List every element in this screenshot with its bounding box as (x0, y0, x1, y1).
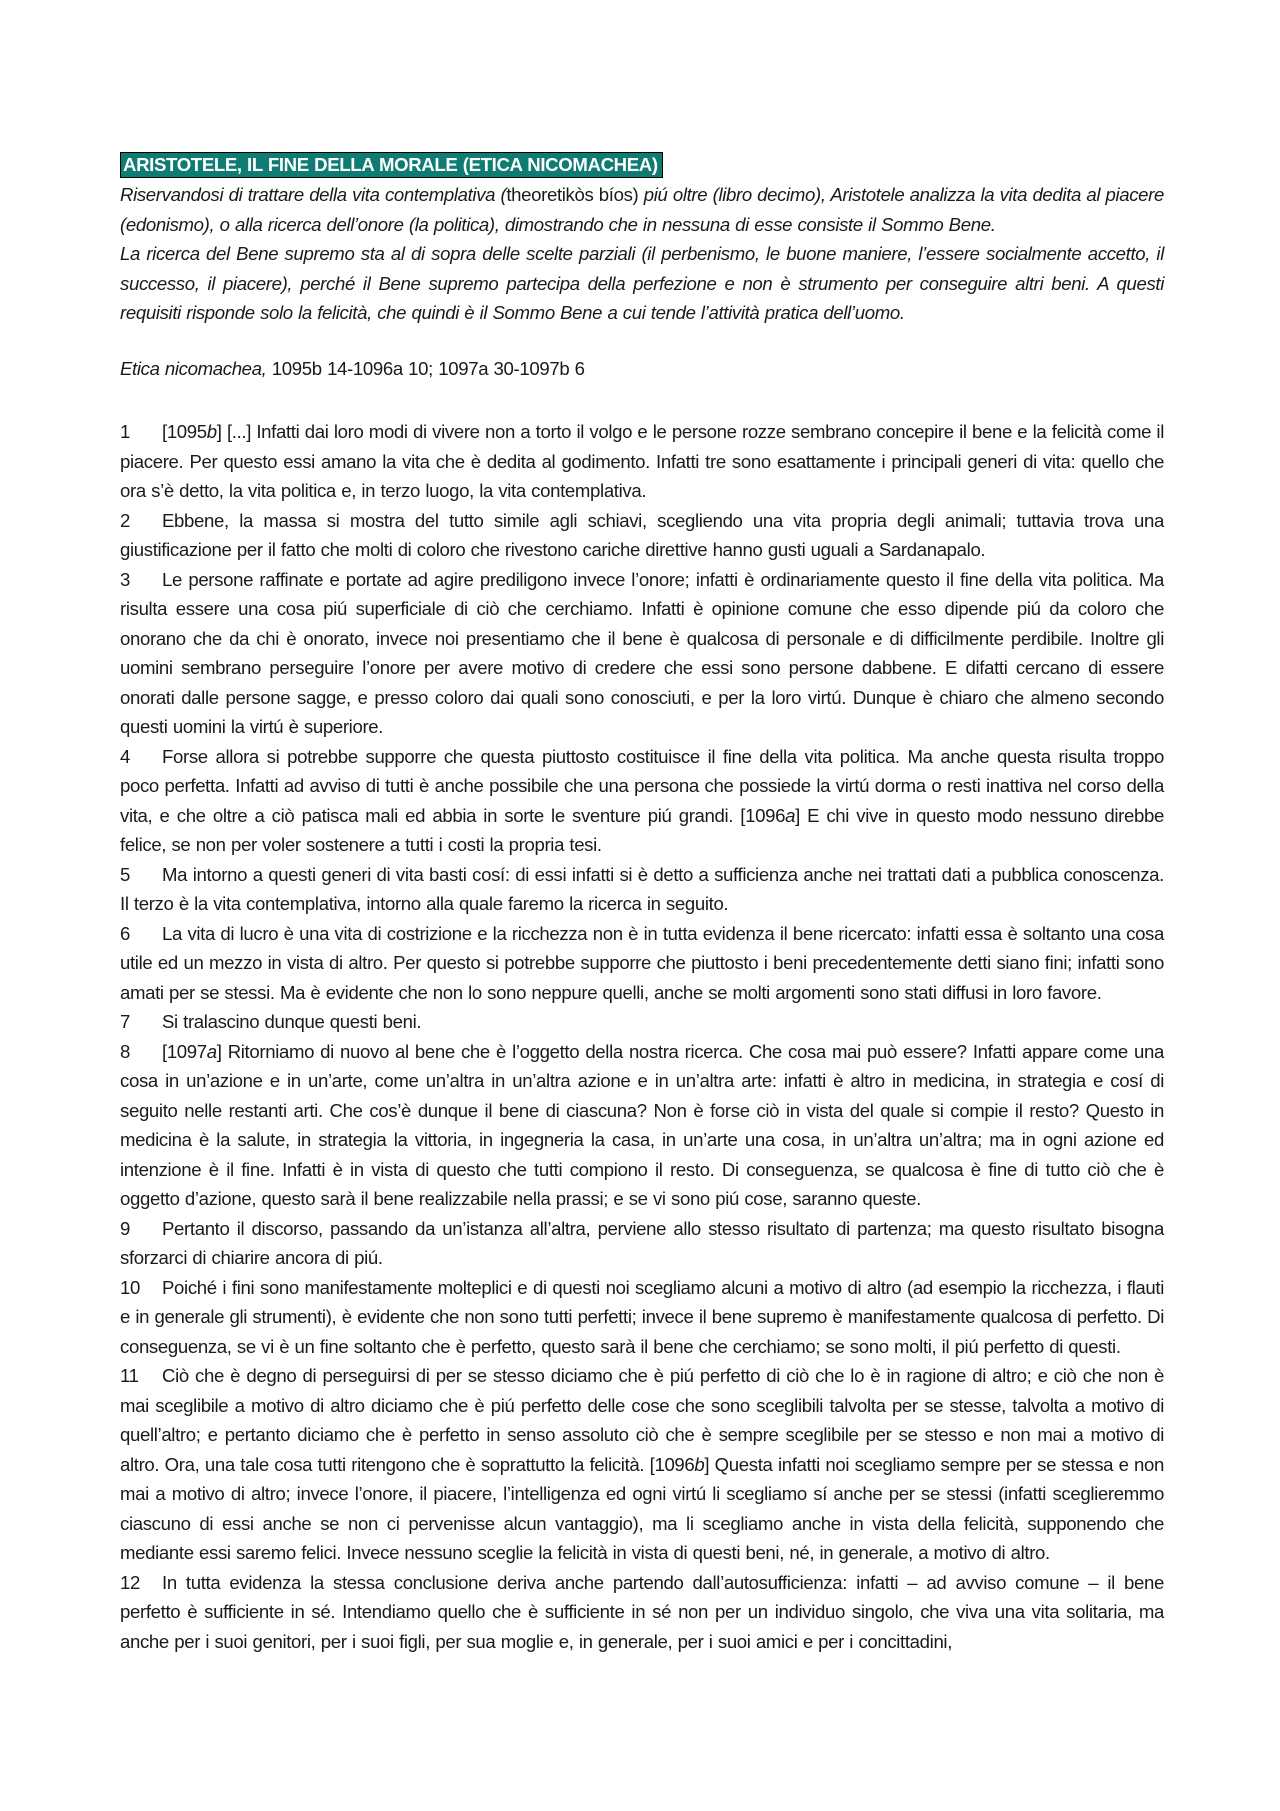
bekker-marker: b (206, 421, 217, 442)
document-title: ARISTOTELE, IL FINE DELLA MORALE (ETICA NICOMACHEA) (120, 152, 663, 178)
paragraph-number: 12 (120, 1571, 140, 1593)
title-line (120, 150, 1164, 180)
intro-paragraph-2: La ricerca del Bene supremo sta al di sopra delle scelte parziali (il perbenismo, le buone maniere, l’essere socialmente accetto, il successo, il piacere), perché il Bene supremo partecipa della perfezione e non è strumento per conseguire altri beni. A questi requisiti risponde solo la felicità, che quindi è il Sommo Bene a cui tende l’attività pratica dell’uomo. (120, 243, 1164, 323)
paragraph-text: La vita di lucro è una vita di costrizione e la ricchezza non è in tutta evidenza il bene ricercato: infatti essa è soltanto una cosa utile ed un mezzo in vista di altro. Per questo si potrebbe supporre che piuttosto i beni precedentemente detti siano fini; infatti sono amati per se stessi. Ma è evidente che non lo sono neppure quelli, anche se molti argomenti sono stati diffusi in loro favore. (120, 922, 1164, 1003)
paragraph-number: 3 (120, 568, 130, 590)
numbered-paragraph (120, 1568, 1164, 1657)
paragraph-text-cont: ] [...] Infatti dai loro modi di vivere non a torto il volgo e le persone rozze sembrano concepire il bene e la felicità come il piacere. Per questo essi amano la vita che è dedita al godimento. Infatti tre sono esattamente i principali generi di vita: quello che ora s’è detto, la vita politica e, in terzo luogo, la vita contemplativa. (120, 421, 1164, 501)
source-refs: 1095b 14-1096a 10; 1097a 30-1097b 6 (266, 357, 585, 379)
paragraph-text: Forse allora si potrebbe supporre che questa piuttosto costituisce il fine della vita politica. Ma anche questa risulta troppo poco perfetta. Infatti ad avviso di tutti è anche possibile che una persona che possiede la virtú dorma o resti inattiva nel corso della vita, e che oltre a ciò patisca mali ed abbia in sorte le sventure piú grandi. [1096 (120, 745, 1164, 826)
paragraph-number: 6 (120, 922, 130, 944)
paragraph-number: 4 (120, 745, 130, 767)
paragraph-text-cont: ] E chi vive in questo modo nessuno direbbe felice, se non per voler sostenere a tutti i costi la propria tesi. (120, 804, 1164, 855)
paragraph-text: In tutta evidenza la stessa conclusione deriva anche partendo dall’autosufficienza: infatti – ad avviso comune – il bene perfetto è sufficiente in sé. Intendiamo quello che è sufficiente in sé non per un individuo singolo, che viva una vita solitaria, ma anche per i suoi genitori, per i suoi figli, per sua moglie e, in generale, per i suoi amici e per i concittadini, (120, 1571, 1164, 1652)
source-reference (120, 354, 1164, 384)
intro-p1-start: Riservandosi di trattare della vita contemplativa ( (120, 184, 507, 205)
document-page (120, 150, 1164, 1656)
paragraph-text: Le persone raffinate e portate ad agire prediligono invece l’onore; infatti è ordinariamente questo il fine della vita politica. Ma risulta essere una cosa piú superficiale di ciò che cerchiamo. Infatti è opinione comune che esso dipende piú da coloro che onorano che da chi è onorato, invece noi presentiamo che il bene è qualcosa di personale e di difficilmente perdibile. Inoltre gli uomini sembrano perseguire l’onore per avere motivo di credere che essi sono persone dabbene. E difatti cercano di essere onorati dalle persone sagge, e presso coloro dai quali sono conosciuti, e per la loro virtú. Dunque è chiaro che almeno secondo questi uomini la virtú è superiore. (120, 568, 1164, 737)
paragraph-text: Ma intorno a questi generi di vita basti cosí: di essi infatti si è detto a sufficienza anche nei trattati dati a pubblica conoscenza. Il terzo è la vita contemplativa, intorno alla quale faremo la ricerca in seguito. (120, 863, 1164, 914)
paragraph-number: 7 (120, 1011, 130, 1032)
numbered-paragraph (120, 1007, 1164, 1037)
numbered-paragraph (120, 1037, 1164, 1214)
source-work-title: Etica nicomachea, (120, 357, 267, 379)
numbered-paragraph (120, 417, 1164, 506)
paragraph-text-cont: ] Questa infatti noi scegliamo sempre per se stessa e non mai a motivo di altro; invece l’onore, il piacere, l’intelligenza ed ogni virtú li scegliamo sí anche per se stessi (infatti sceglieremmo ciascuno di essi anche se non ci pervenisse alcun vantaggio), ma li scegliamo anche in vista della felicità, supponendo che mediante essi saremo felici. Invece nessuno sceglie la felicità in vista di questi beni, né, in generale, a motivo di altro. (120, 1453, 1164, 1563)
numbered-paragraph (120, 860, 1164, 919)
intro-paragraph-1 (120, 180, 1164, 239)
numbered-paragraph (120, 1214, 1164, 1273)
bekker-marker: a (785, 804, 796, 826)
numbered-paragraph (120, 1361, 1164, 1568)
text-body (120, 417, 1164, 1656)
paragraph-number: 10 (120, 1276, 140, 1298)
paragraph-number: 1 (120, 421, 130, 442)
numbered-paragraph (120, 742, 1164, 860)
bekker-marker: b (694, 1453, 705, 1475)
intro-greek-term: theoretikòs bíos) (506, 184, 639, 205)
paragraph-number: 11 (120, 1365, 139, 1386)
paragraph-text: [1097 (162, 1040, 207, 1062)
bekker-marker: a (206, 1040, 217, 1062)
numbered-paragraph (120, 919, 1164, 1008)
paragraph-number: 5 (120, 863, 130, 885)
numbered-paragraph (120, 506, 1164, 565)
paragraph-text: Pertanto il discorso, passando da un’istanza all’altra, perviene allo stesso risultato di partenza; ma questo risultato bisogna sforzarci di chiarire ancora di piú. (120, 1217, 1164, 1268)
numbered-paragraph (120, 1273, 1164, 1362)
paragraph-text: Ciò che è degno di perseguirsi di per se stesso diciamo che è piú perfetto di ciò che lo è in ragione di altro; e ciò che non è mai sceglibile a motivo di altro diciamo che è piú perfetto delle cose che sono sceglibili talvolta per se stesse, talvolta a motivo di quell’altro; e pertanto diciamo che è perfetto in senso assoluto ciò che è sempre sceglibile per se stesso e non mai a motivo di altro. Ora, una tale cosa tutti ritengono che è soprattutto la felicità. [1096 (120, 1365, 1164, 1475)
paragraph-text: Si tralascino dunque questi beni. (162, 1011, 422, 1032)
paragraph-number: 2 (120, 509, 130, 531)
paragraph-number: 8 (120, 1040, 130, 1062)
paragraph-text: Poiché i fini sono manifestamente molteplici e di questi noi scegliamo alcuni a motivo di altro (ad esempio la ricchezza, i flauti e in generale gli strumenti), è evidente che non sono tutti perfetti; invece il bene supremo è manifestamente qualcosa di perfetto. Di conseguenza, se vi è un fine soltanto che è perfetto, questo sarà il bene che cerchiamo; se sono molti, il piú perfetto di questi. (120, 1276, 1164, 1357)
paragraph-text-cont: ] Ritorniamo di nuovo al bene che è l’oggetto della nostra ricerca. Che cosa mai può essere? Infatti appare come una cosa in un’azione e in un’arte, come un’altra in un’altra azione e in un’altra arte: infatti è altro in medicina, in strategia e cosí di seguito nelle restanti arti. Che cos’è dunque il bene di ciascuna? Non è forse ciò in vista del quale si compie il resto? Questo in medicina è la salute, in strategia la vittoria, in ingegneria la casa, in un’arte una cosa, in un’altra un’altra; ma in ogni azione ed intenzione è il fine. Infatti è in vista di questo che tutti compiono il resto. Di conseguenza, se qualcosa è fine di tutto ciò che è oggetto d’azione, questo sarà il bene realizzabile nella prassi; e se vi sono piú cose, saranno queste. (120, 1040, 1164, 1209)
numbered-paragraph (120, 565, 1164, 742)
intro-p1-end: piú oltre (libro decimo), Aristotele analizza la vita dedita al piacere (edonismo), o alla ricerca dell’onore (la politica), dimostrando che in nessuna di esse consiste il Sommo Bene. (120, 184, 1165, 235)
paragraph-text: Ebbene, la massa si mostra del tutto simile agli schiavi, scegliendo una vita propria degli animali; tuttavia trova una giustificazione per il fatto che molti di coloro che rivestono cariche direttive hanno gusti uguali a Sardanapalo. (120, 509, 1164, 560)
intro-section (120, 180, 1164, 328)
paragraph-number: 9 (120, 1217, 130, 1239)
paragraph-text: [1095 (162, 421, 207, 442)
